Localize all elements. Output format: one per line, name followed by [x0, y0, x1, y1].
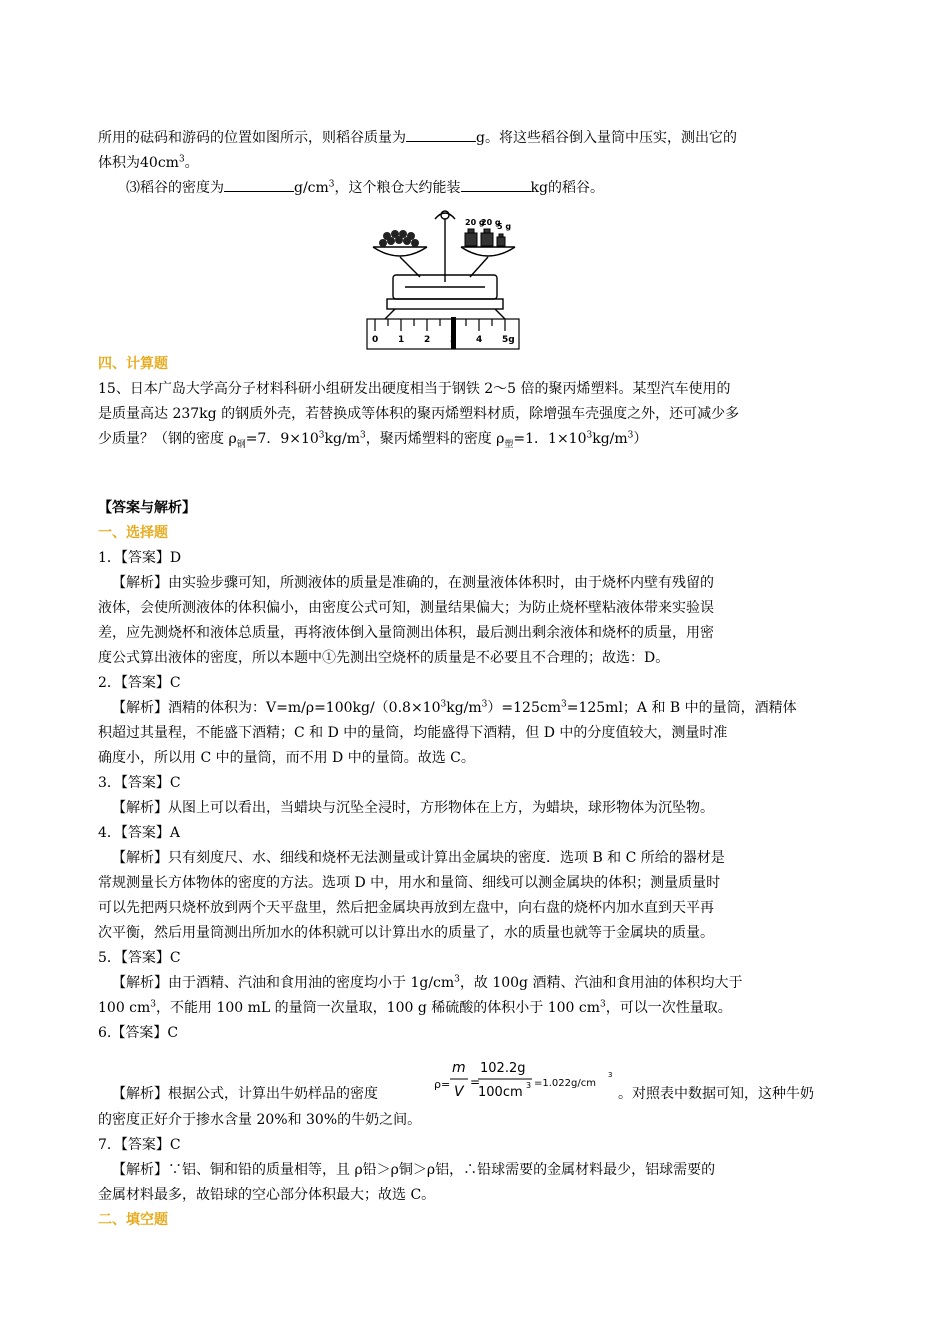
answer-5: 5．【答案】C — [98, 950, 181, 966]
answer-7: 7．【答案】C — [98, 1137, 181, 1153]
question-text-line: 体积为$40cm^3$。 — [98, 154, 199, 171]
analysis-line: 液体，会使所测液体的体积偏小，由密度公式可知，测量结果偏大；为防止烧杯壁粘液体带来实验误 — [98, 600, 714, 616]
scale-tick-label: 3 — [450, 335, 457, 345]
analysis-line: 度公式算出液体的密度，所以本题中①先测出空烧杯的质量是不必要且不合理的；故选：D。 — [98, 650, 670, 666]
answer-3: 3．【答案】C — [98, 775, 181, 791]
scale-tick-label: 4 — [476, 335, 483, 345]
analysis-line: 【解析】由实验步骤可知，所测液体的质量是准确的，在测量液体体积时，由于烧杯内壁有残留的 — [112, 575, 714, 591]
scale-tick-label: 0 — [372, 335, 379, 345]
scale-tick-label: 1 — [398, 335, 405, 345]
document-content — [98, 126, 854, 1233]
scale-tick-label: 5g — [502, 335, 515, 345]
q15-line: 少质量？（钢的密度 $\rho_钢=7$．$9\times 10^3kg/m^3$，聚丙烯塑料的密度 $\rho_塑=1$．$1\times 10^3kg/m^3$） — [98, 430, 648, 450]
weight-label: 20 g — [481, 218, 501, 227]
weight-label: 20 g — [465, 218, 485, 227]
analysis-line: 【解析】酒精的体积为：$V=m/\rho=100kg/(0.8\times 10^3kg/m^3)=125cm^3=125ml$；A 和 B 中的量筒，酒精体 — [112, 699, 797, 716]
balance-scale-figure — [365, 207, 525, 352]
analysis-line: 常规测量长方体物体的密度的方法。选项 D 中，用水和量筒、细线可以测金属块的体积；测量质量时 — [98, 875, 721, 891]
analysis-line: 确度小，所以用 C 中的量筒，而不用 D 中的量筒。故选 C。 — [98, 750, 475, 766]
analysis-line: 【解析】由于酒精、汽油和食用油的密度均小于 $1g/cm^3$，故 100g 酒精、汽油和食用油的体积均大于 — [112, 974, 743, 991]
analysis-line: 金属材料最多，故铅球的空心部分体积最大；故选 C。 — [98, 1187, 436, 1203]
svg-text:102.2g: 102.2g — [480, 1061, 526, 1076]
svg-text:100cm: 100cm — [478, 1085, 523, 1100]
answer-1: 1．【答案】D — [98, 550, 182, 566]
answers-title: 【答案与解析】 — [98, 500, 196, 516]
answer-blank — [224, 177, 294, 192]
svg-text:3: 3 — [608, 1071, 613, 1079]
analysis-line: 可以先把两只烧杯放到两个天平盘里，然后把金属块再放到左盘中，向右盘的烧杯内加水直到天平再 — [98, 900, 714, 916]
analysis-line: 100 $cm^3$，不能用 100 mL 的量筒一次量取，100 g 稀硫酸的体积小于 100 $cm^3$，可以一次性量取。 — [98, 999, 732, 1016]
analysis-line: 【解析】只有刻度尺、水、细线和烧杯无法测量或计算出金属块的密度．选项 B 和 C 所给的器材是 — [112, 850, 725, 866]
question-text-line: 所用的砝码和游码的位置如图所示，则稻谷质量为 g。将这些稻谷倒入量筒中压实，测出它的 — [98, 126, 854, 151]
question-text-line: ⑶稻谷的密度为 $g/cm^3$，这个粮仓大约能装 kg的稻谷。 — [98, 176, 854, 201]
svg-text:=1.022g/cm: =1.022g/cm — [534, 1078, 596, 1089]
scale-tick-label: 2 — [424, 335, 431, 345]
svg-text:3: 3 — [526, 1081, 532, 1090]
answer-2: 2．【答案】C — [98, 675, 181, 691]
density-formula — [434, 1050, 614, 1108]
section-heading-choice: 一、选择题 — [98, 525, 168, 541]
analysis-line: 的密度正好介于掺水含量 20%和 30%的牛奶之间。 — [98, 1112, 422, 1128]
svg-text:m: m — [452, 1060, 466, 1076]
balance-scale-drawing — [365, 207, 525, 352]
svg-text:V: V — [454, 1084, 464, 1100]
weight-label: 5 g — [497, 222, 512, 231]
answer-blank — [461, 177, 531, 192]
analysis-line: 次平衡，然后用量筒测出所加水的体积就可以计算出水的质量了，水的质量也就等于金属块的质量。 — [98, 925, 714, 941]
analysis-line: 【解析】从图上可以看出，当蜡块与沉坠全浸时，方形物体在上方，为蜡块，球形物体为沉坠物。 — [112, 800, 714, 816]
answer-6: 6.【答案】C — [98, 1025, 179, 1041]
svg-text:ρ=: ρ= — [434, 1078, 451, 1091]
answer-blank — [406, 127, 476, 142]
answer-4: 4．【答案】A — [98, 825, 181, 841]
section-heading-calc: 四、计算题 — [98, 356, 168, 372]
section-heading-fill: 二、填空题 — [98, 1212, 168, 1228]
analysis-line: 积超过其量程，不能盛下酒精；C 和 D 中的量筒，均能盛得下酒精，但 D 中的分度值较大，测量时准 — [98, 725, 728, 741]
analysis-line: 【解析】∵铝、铜和铅的质量相等，且 ρ铅＞ρ铜＞ρ铝，∴铅球需要的金属材料最少，铝球需要的 — [112, 1162, 716, 1178]
analysis-line-with-formula: 【解析】根据公式，计算出牛奶样品的密度 ρ= m V = 102.2g 100cm 3 =1.022g/cm 3 。对照表中数据可知，这种牛奶 — [98, 1050, 854, 1108]
analysis-line: 差，应先测烧杯和液体总质量，再将液体倒入量筒测出体积，最后测出剩余液体和烧杯的质量，用密 — [98, 625, 714, 641]
svg-text:=: = — [470, 1075, 481, 1089]
q15-line: 15、日本广岛大学高分子材料科研小组研发出硬度相当于钢铁 2～5 倍的聚丙烯塑料。某型汽车使用的 — [98, 381, 731, 397]
q15-line: 是质量高达 237kg 的钢质外壳，若替换成等体积的聚丙烯塑料材质，除增强车壳强度之外，还可减少多 — [98, 406, 740, 422]
